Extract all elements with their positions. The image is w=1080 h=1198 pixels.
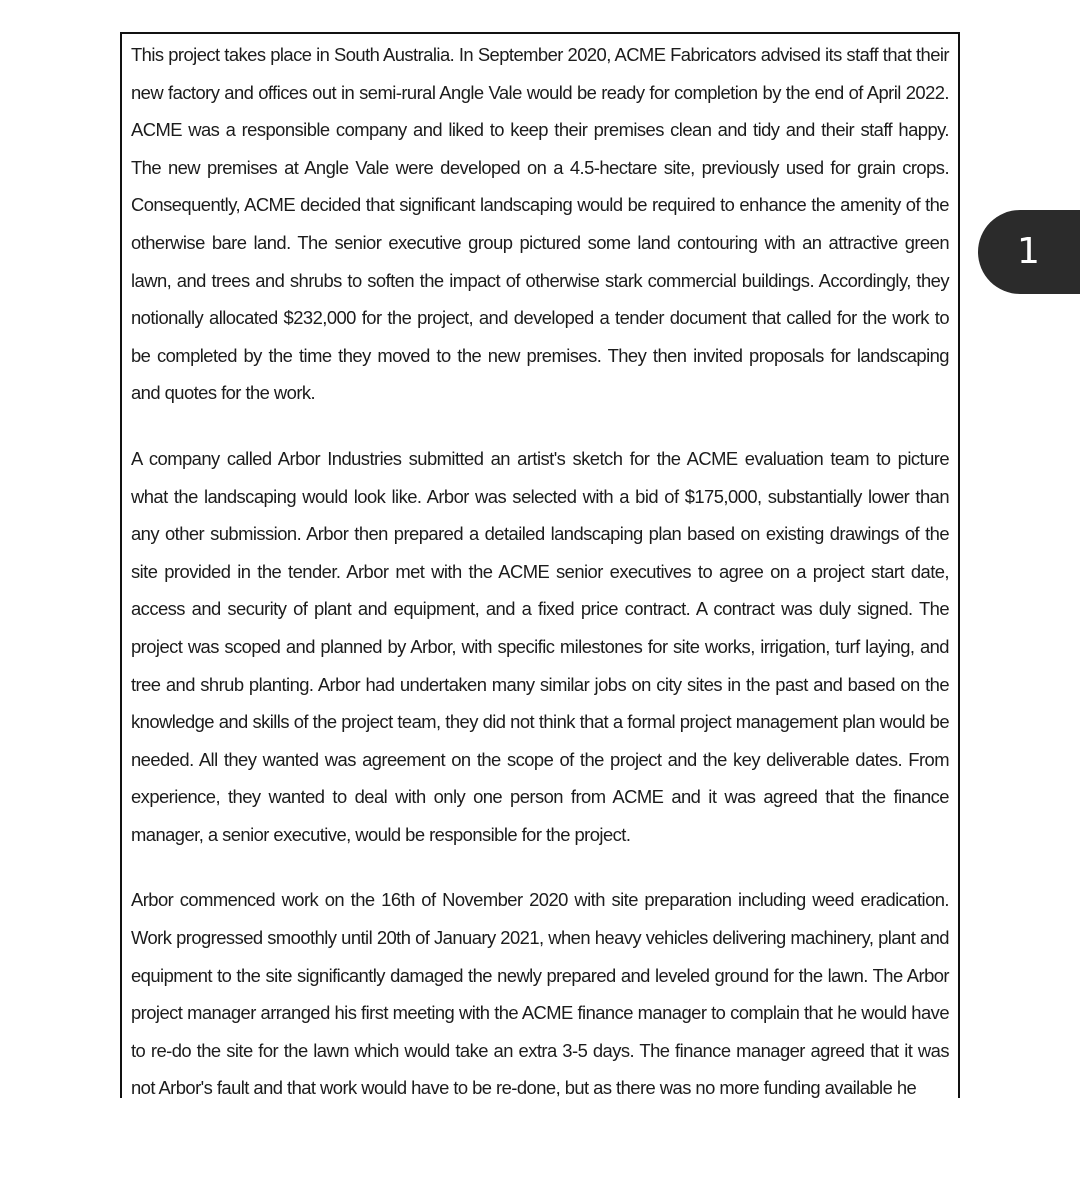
- page-number-tab[interactable]: [978, 210, 1080, 294]
- paragraph-1: This project takes place in South Australia. In September 2020, ACME Fabricators advised its staff that their new factory and offices out in semi-rural Angle Vale would be ready for completion by the end of April 2022. ACME was a responsible company and liked to keep their premises clean and tidy and their staff happy. The new premises at Angle Vale were developed on a 4.5-hectare site, previously used for grain crops. Consequently, ACME decided that significant landscaping would be required to enhance the amenity of the otherwise bare land. The senior executive group pictured some land contouring with an attractive green lawn, and trees and shrubs to soften the impact of otherwise stark commercial buildings. Accordingly, they notionally allocated $232,000 for the project, and developed a tender document that called for the work to be completed by the time they moved to the new premises. They then invited proposals for landscaping and quotes for the work.: [131, 44, 949, 404]
- paragraph-3: Arbor commenced work on the 16th of November 2020 with site preparation including weed eradication. Work progressed smoothly until 20th of January 2021, when heavy vehicles delivering machinery, plant and equipment to the site significantly damaged the newly prepared and leveled ground for the lawn. The Arbor project manager arranged his first meeting with the ACME finance manager to complain that he would have to re-do the site for the lawn which would take an extra 3-5 days. The finance manager agreed that it was not Arbor's fault and that work would have to be re-done, but as there was no more funding available he: [131, 889, 949, 1099]
- document-frame: [120, 32, 960, 1098]
- paragraph-2: A company called Arbor Industries submitted an artist's sketch for the ACME evaluation team to picture what the landscaping would look like. Arbor was selected with a bid of $175,000, substantially lower than any other submission. Arbor then prepared a detailed landscaping plan based on existing drawings of the site provided in the tender. Arbor met with the ACME senior executives to agree on a project start date, access and security of plant and equipment, and a fixed price contract. A contract was duly signed. The project was scoped and planned by Arbor, with specific milestones for site works, irrigation, turf laying, and tree and shrub planting. Arbor had undertaken many similar jobs on city sites in the past and based on the knowledge and skills of the project team, they did not think that a formal project management plan would be needed. All they wanted was agreement on the scope of the project and the key deliverable dates. From experience, they wanted to deal with only one person from ACME and it was agreed that the finance manager, a senior executive, would be responsible for the project.: [131, 447, 949, 845]
- document-body: [131, 36, 949, 1107]
- page-number: 1: [1017, 231, 1040, 272]
